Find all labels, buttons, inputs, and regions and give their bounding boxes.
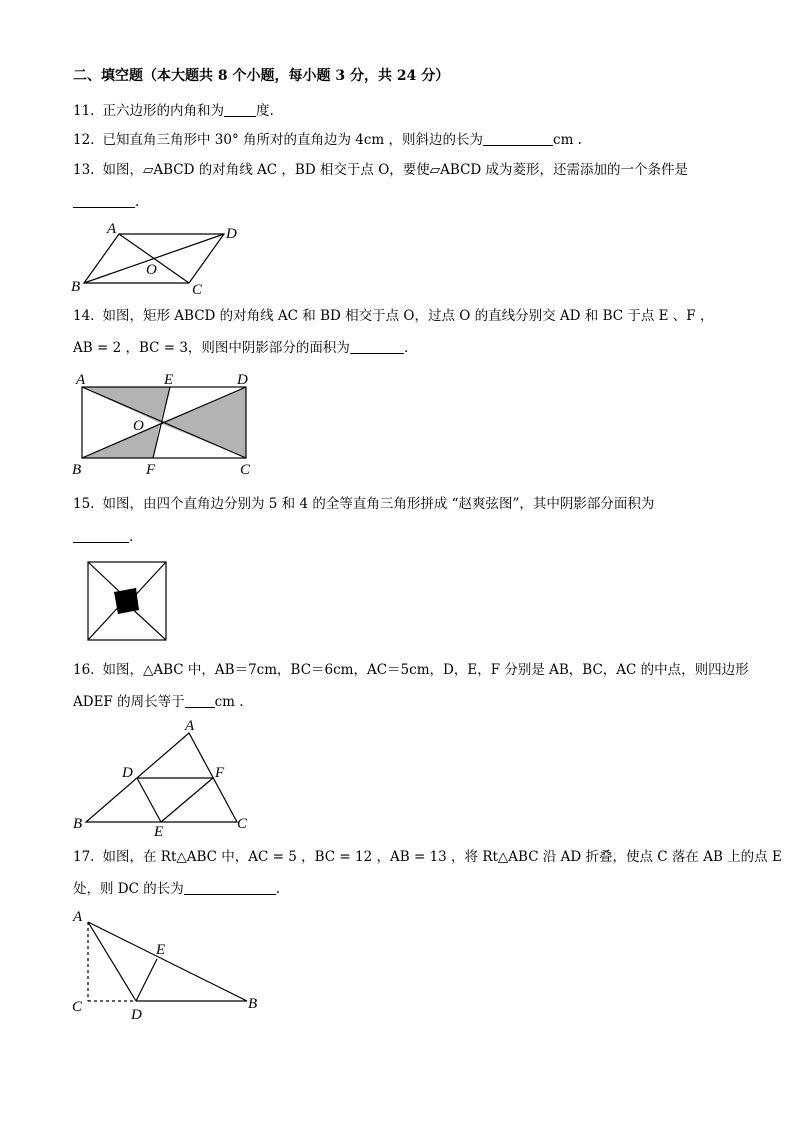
label-a: A (185, 718, 195, 734)
answer-blank[interactable] (73, 193, 135, 208)
question-number: 17. (73, 849, 95, 865)
label-a: A (76, 372, 86, 388)
question-number: 14. (73, 308, 95, 324)
question-13-answer-line (73, 192, 139, 212)
label-o: O (133, 418, 144, 434)
label-c: C (240, 462, 251, 478)
question-number: 11. (73, 103, 95, 119)
answer-blank[interactable] (184, 880, 276, 895)
question-17-line2 (73, 879, 280, 899)
question-text-end: cm . (214, 694, 244, 710)
question-text-end: . (135, 194, 140, 210)
question-text: AB = 2 ，BC = 3，则图中阴影部分的面积为 (73, 340, 350, 356)
label-e: E (164, 372, 174, 388)
question-number: 15. (73, 496, 95, 512)
label-a: A (73, 909, 83, 925)
question-text: 如图，矩形 ABCD 的对角线 AC 和 BD 相交于点 O，过点 O 的直线分别交 AD 和 BC 于点 E 、F ， (102, 308, 714, 324)
section-title: 二、填空题（本大题共 8 个小题，每小题 3 分，共 24 分） (73, 68, 450, 84)
label-d: D (226, 226, 237, 242)
figure-14-rectangle (70, 368, 270, 478)
question-number: 12. (73, 132, 95, 148)
question-15 (73, 494, 654, 514)
label-f: F (215, 765, 225, 781)
answer-blank[interactable] (73, 528, 129, 543)
question-text: 处，则 DC 的长为 (73, 881, 184, 897)
question-13 (73, 160, 688, 180)
question-text: 如图，由四个直角边分别为 5 和 4 的全等直角三角形拼成 “赵爽弦图”，其中阴影部分面积为 (102, 496, 655, 512)
label-c: C (237, 816, 248, 832)
question-15-answer-line (73, 527, 133, 547)
question-17 (73, 847, 782, 867)
label-b: B (71, 279, 81, 295)
label-d: D (237, 372, 248, 388)
question-11 (73, 101, 274, 121)
question-14-line2 (73, 338, 408, 358)
figure-15-zhao-shuang-diagram (85, 560, 175, 650)
question-number: 13. (73, 162, 95, 178)
question-text-end: . (275, 881, 281, 897)
question-16-line2 (73, 692, 244, 712)
shaded-inner-square (114, 588, 139, 614)
shaded-region-right (160, 387, 246, 458)
answer-blank[interactable] (224, 102, 256, 117)
question-14 (73, 306, 713, 326)
question-text-end: cm . (553, 132, 582, 148)
question-text: 如图，△ABC 中，AB＝7cm，BC＝6cm，AC＝5cm，D，E，F 分别是 AB，BC，AC 的中点，则四边形 (102, 662, 749, 678)
label-e: E (156, 942, 166, 958)
label-e: E (154, 824, 164, 840)
question-text: 已知直角三角形中 30° 角所对的直角边为 4cm ，则斜边的长为 (102, 132, 484, 148)
label-d: D (122, 765, 133, 781)
answer-blank[interactable] (483, 131, 553, 146)
question-text: 正六边形的内角和为 (102, 103, 224, 119)
label-f: F (146, 462, 156, 478)
label-o: O (146, 262, 157, 278)
label-c: C (192, 282, 203, 298)
label-b: B (248, 996, 258, 1012)
segment-ef (161, 778, 213, 822)
label-b: B (73, 816, 83, 832)
question-text: ADEF 的周长等于 (73, 694, 185, 710)
label-c: C (72, 999, 83, 1015)
question-12 (73, 130, 582, 150)
segment-de (137, 778, 161, 822)
figure-16-triangle-midpoints (70, 715, 270, 840)
label-b: B (72, 462, 82, 478)
label-d: D (131, 1007, 142, 1023)
answer-blank[interactable] (185, 693, 215, 708)
label-a: A (107, 221, 117, 237)
question-text-end: 度. (255, 103, 274, 119)
question-number: 16. (73, 662, 95, 678)
question-text: 如图，在 Rt△ABC 中，AC = 5 ，BC = 12 ，AB = 13 ，将 Rt△ABC 沿 AD 折叠，使点 C 落在 AB 上的点 E (102, 849, 782, 865)
figure-13-parallelogram (70, 218, 270, 298)
figure-17-folded-triangle (70, 905, 270, 1023)
question-text: 如图，▱ABCD 的对角线 AC ，BD 相交于点 O，要使▱ABCD 成为菱形，还需添加的一个条件是 (102, 162, 689, 178)
segment-de (136, 959, 157, 1001)
question-text-end: . (403, 340, 409, 356)
answer-blank[interactable] (350, 339, 404, 354)
question-16 (73, 660, 749, 680)
question-text-end: . (129, 529, 134, 545)
